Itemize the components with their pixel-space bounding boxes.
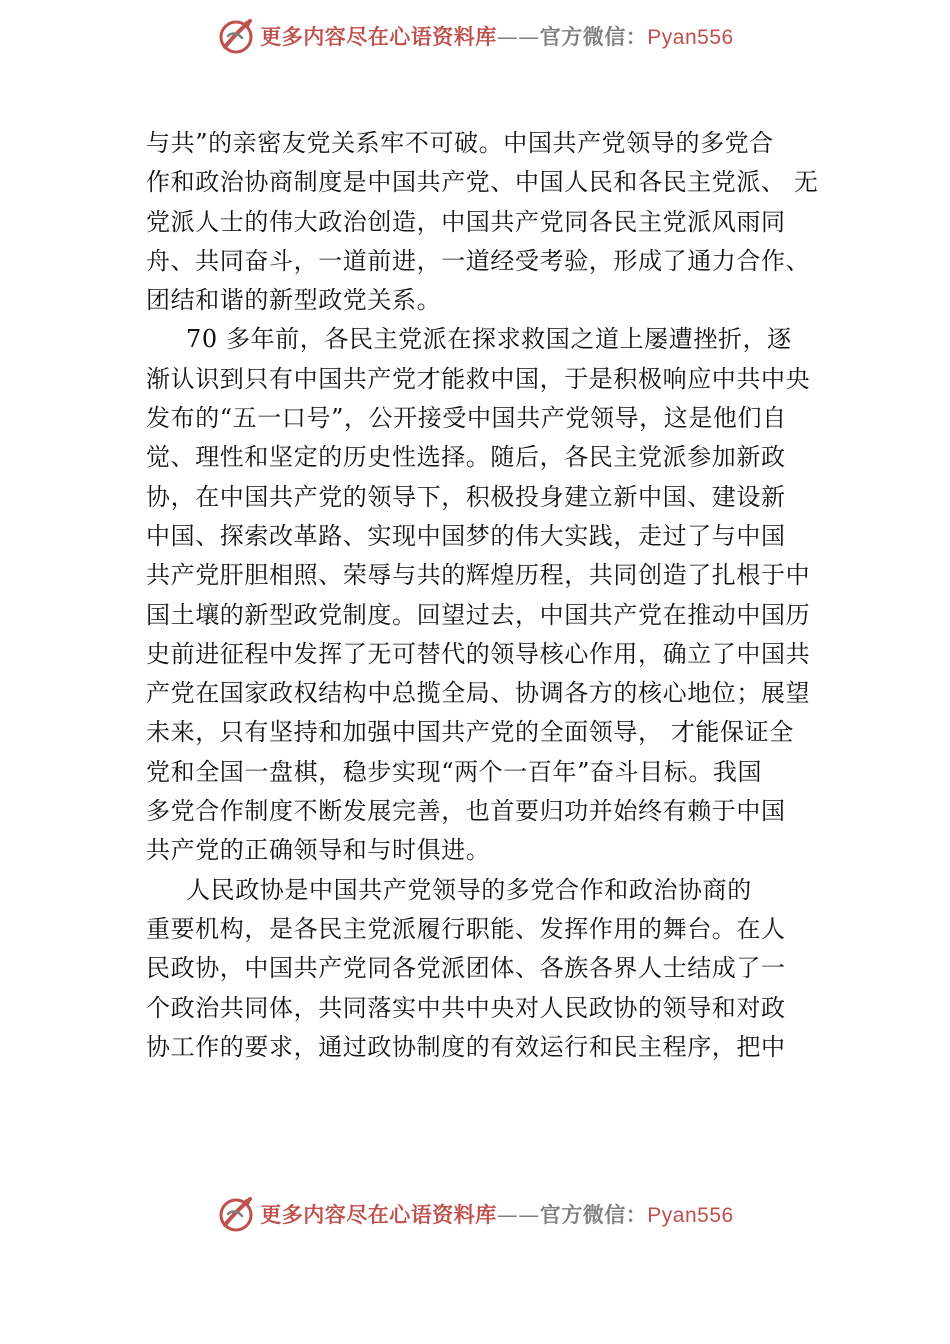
footer-main-text: 更多内容尽在心语资料库 bbox=[260, 1203, 497, 1227]
text-line: 党派人士的伟大政治创造，中国共产党同各民主党派风雨同 bbox=[146, 207, 786, 236]
paragraph-start-line: 人民政协是中国共产党领导的多党合作和政治协商的 bbox=[186, 875, 752, 904]
text-line: 共产党的正确领导和与时俱进。 bbox=[146, 836, 491, 865]
text-line: 中国、探索改革路、实现中国梦的伟大实践，走过了与中国 bbox=[146, 521, 786, 550]
text-line: 舟、共同奋斗，一道前进，一道经受考验，形成了通力合作、 bbox=[146, 246, 811, 275]
text-line: 党和全国一盘棋，稳步实现“两个一百年”奋斗目标。我国 bbox=[146, 757, 763, 786]
text-line: 未来，只有坚持和加强中国共产党的全面领导， 才能保证全 bbox=[146, 718, 794, 747]
footer-dash: —— bbox=[496, 1203, 540, 1227]
header-main-text: 更多内容尽在心语资料库 bbox=[260, 25, 497, 49]
header-dash: —— bbox=[496, 25, 540, 49]
document-body bbox=[146, 124, 836, 1067]
text-line: 重要机构，是各民主党派履行职能、发挥作用的舞台。在人 bbox=[146, 914, 786, 943]
text-line: 民政协，中国共产党同各党派团体、各族各界人士结成了一 bbox=[146, 954, 786, 983]
text-line: 史前进征程中发挥了无可替代的领导核心作用，确立了中国共 bbox=[146, 639, 811, 668]
header-wechat-label: 官方微信： bbox=[539, 25, 648, 49]
text-line: 觉、理性和坚定的历史性选择。随后，各民主党派参加新政 bbox=[146, 443, 786, 472]
text-line: 产党在国家政权结构中总揽全局、协调各方的核心地位；展望 bbox=[146, 679, 811, 708]
brush-logo-icon bbox=[216, 1194, 256, 1234]
text-line: 协，在中国共产党的领导下，积极投身建立新中国、建设新 bbox=[146, 482, 786, 511]
text-line: 团结和谐的新型政党关系。 bbox=[146, 286, 442, 315]
footer-banner bbox=[0, 1192, 950, 1236]
footer-text bbox=[260, 1199, 733, 1229]
header-wechat-account: Pyan556 bbox=[647, 26, 734, 49]
text-line: 与共”的亲密友党关系牢不可破。中国共产党领导的多党合 bbox=[146, 129, 774, 157]
paragraph-start-line: 70 多年前，各民主党派在探求救国之道上屡遭挫折，逐 bbox=[186, 325, 792, 354]
text-line: 发布的“五一口号”，公开接受中国共产党领导，这是他们自 bbox=[146, 404, 787, 433]
text-line: 个政治共同体，共同落实中共中央对人民政协的领导和对政 bbox=[146, 993, 786, 1022]
text-line: 协工作的要求，通过政协制度的有效运行和民主程序，把中 bbox=[146, 1032, 786, 1061]
text-line: 国土壤的新型政党制度。回望过去，中国共产党在推动中国历 bbox=[146, 600, 811, 629]
text-line: 共产党肝胆相照、荣辱与共的辉煌历程，共同创造了扎根于中 bbox=[146, 561, 811, 590]
header-banner bbox=[0, 14, 950, 58]
text-line: 作和政治协商制度是中国共产党、中国人民和各民主党派、 无 bbox=[146, 168, 819, 197]
text-line: 渐认识到只有中国共产党才能救中国，于是积极响应中共中央 bbox=[146, 364, 811, 393]
footer-wechat-account: Pyan556 bbox=[647, 1204, 734, 1227]
text-line: 多党合作制度不断发展完善，也首要归功并始终有赖于中国 bbox=[146, 797, 786, 826]
footer-wechat-label: 官方微信： bbox=[539, 1203, 648, 1227]
header-text bbox=[260, 21, 733, 51]
brush-logo-icon bbox=[216, 16, 256, 56]
